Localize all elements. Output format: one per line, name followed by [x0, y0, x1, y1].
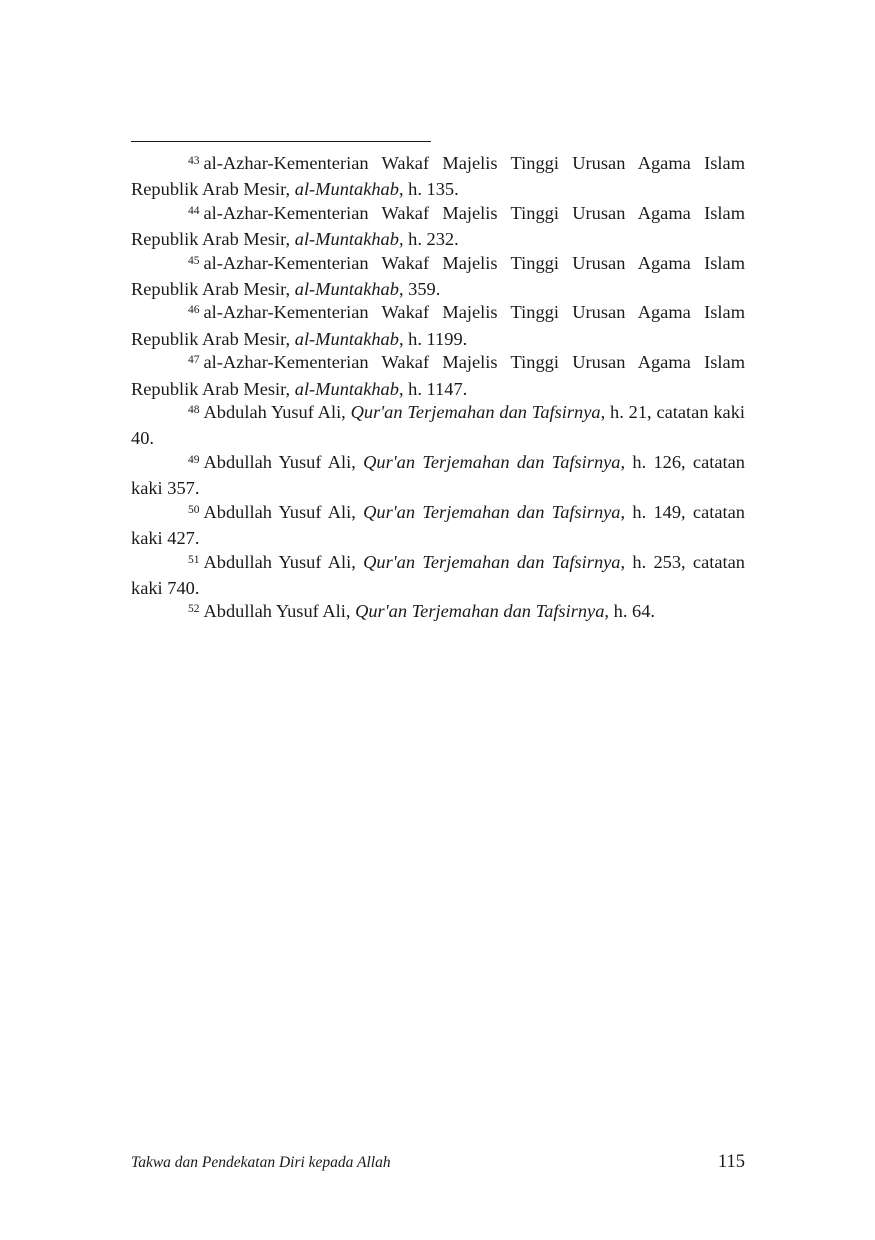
footnote-number: 50	[188, 503, 200, 516]
footnote-citation: al-Azhar-Kementerian Wakaf Majelis Tinggi Urusan Agama Islam Republik Arab Mesir,	[131, 352, 745, 399]
footnote-title: Qur'an Terjemahan dan Tafsirnya	[363, 451, 621, 472]
footnote-title: al-Muntakhab	[294, 378, 399, 399]
footnote	[131, 351, 745, 401]
footnote-separator-rule	[131, 141, 431, 142]
footnote-title: Qur'an Terjemahan dan Tafsirnya	[363, 501, 621, 522]
footnote-number: 49	[188, 453, 200, 466]
footnote	[131, 152, 745, 202]
footnote-citation: Abdullah Yusuf Ali,	[203, 451, 364, 472]
footnote-page-ref: , h. 126, catatan kaki 357.	[131, 451, 745, 499]
footnote-title: Qur'an Terjemahan dan Tafsirnya	[363, 551, 621, 572]
footnote-number: 45	[188, 254, 200, 267]
footnote-citation: Abdullah Yusuf Ali,	[203, 551, 364, 572]
footnote-title: al-Muntakhab,	[294, 229, 404, 250]
running-title: Takwa dan Pendekatan Diri kepada Allah	[131, 1154, 391, 1171]
footnote-citation: al-Azhar-Kementerian Wakaf Majelis Tinggi Urusan Agama Islam Republik Arab Mesir,	[131, 153, 745, 200]
footnote-title: al-Muntakhab	[294, 328, 399, 349]
page-number: 115	[717, 1152, 745, 1172]
footnote-title: Qur'an Terjemahan dan Tafsirnya	[350, 402, 601, 423]
footnote-page-ref: , h. 64.	[604, 601, 655, 622]
footnote-page-ref: , h. 21, catatan kaki 40.	[131, 402, 745, 449]
footnote-page-ref: , h. 135.	[398, 179, 459, 200]
footnote-page-ref: h. 232.	[403, 229, 459, 250]
footnote	[131, 501, 745, 551]
footnote-title: Qur'an Terjemahan dan Tafsirnya	[355, 601, 605, 622]
footnote	[131, 600, 745, 626]
footnote	[131, 451, 745, 501]
footnote-number: 52	[188, 603, 200, 616]
footnote-citation: al-Azhar-Kementerian Wakaf Majelis Tinggi Urusan Agama Islam Republik Arab Mesir,	[131, 302, 745, 349]
footnote-page-ref: , h. 253, catatan kaki 740.	[131, 551, 745, 598]
footnote-citation: Abdullah Yusuf Ali,	[203, 601, 356, 622]
footnote-citation: al-Azhar-Kementerian Wakaf Majelis Tinggi Urusan Agama Islam Republik Arab Mesir,	[131, 202, 745, 250]
footnote-number: 48	[188, 404, 200, 417]
footnote	[131, 252, 745, 302]
footnote-page-ref: , 359.	[398, 279, 441, 300]
footnote	[131, 401, 745, 451]
footnote-citation: al-Azhar-Kementerian Wakaf Majelis Tinggi Urusan Agama Islam Republik Arab Mesir,	[131, 252, 745, 300]
page-footer	[131, 1152, 745, 1173]
footnote-number: 51	[188, 553, 200, 566]
footnote-page-ref: , h. 1147.	[398, 378, 468, 399]
footnote	[131, 301, 745, 351]
footnote-number: 44	[188, 204, 200, 217]
footnote-citation: Abdullah Yusuf Ali,	[203, 501, 364, 522]
footnote-citation: Abdulah Yusuf Ali,	[203, 402, 351, 423]
footnote	[131, 551, 745, 601]
footnote	[131, 202, 745, 252]
footnote-title: al-Muntakhab	[294, 179, 399, 200]
footnote-page-ref: , h. 1199.	[398, 328, 468, 349]
footnotes-section	[131, 152, 745, 627]
footnote-number: 46	[188, 304, 200, 317]
footnote-title: al-Muntakhab	[294, 279, 399, 300]
footnote-number: 43	[188, 155, 200, 167]
footnote-page-ref: , h. 149, catatan kaki 427.	[131, 501, 745, 549]
footnote-number: 47	[188, 354, 200, 367]
